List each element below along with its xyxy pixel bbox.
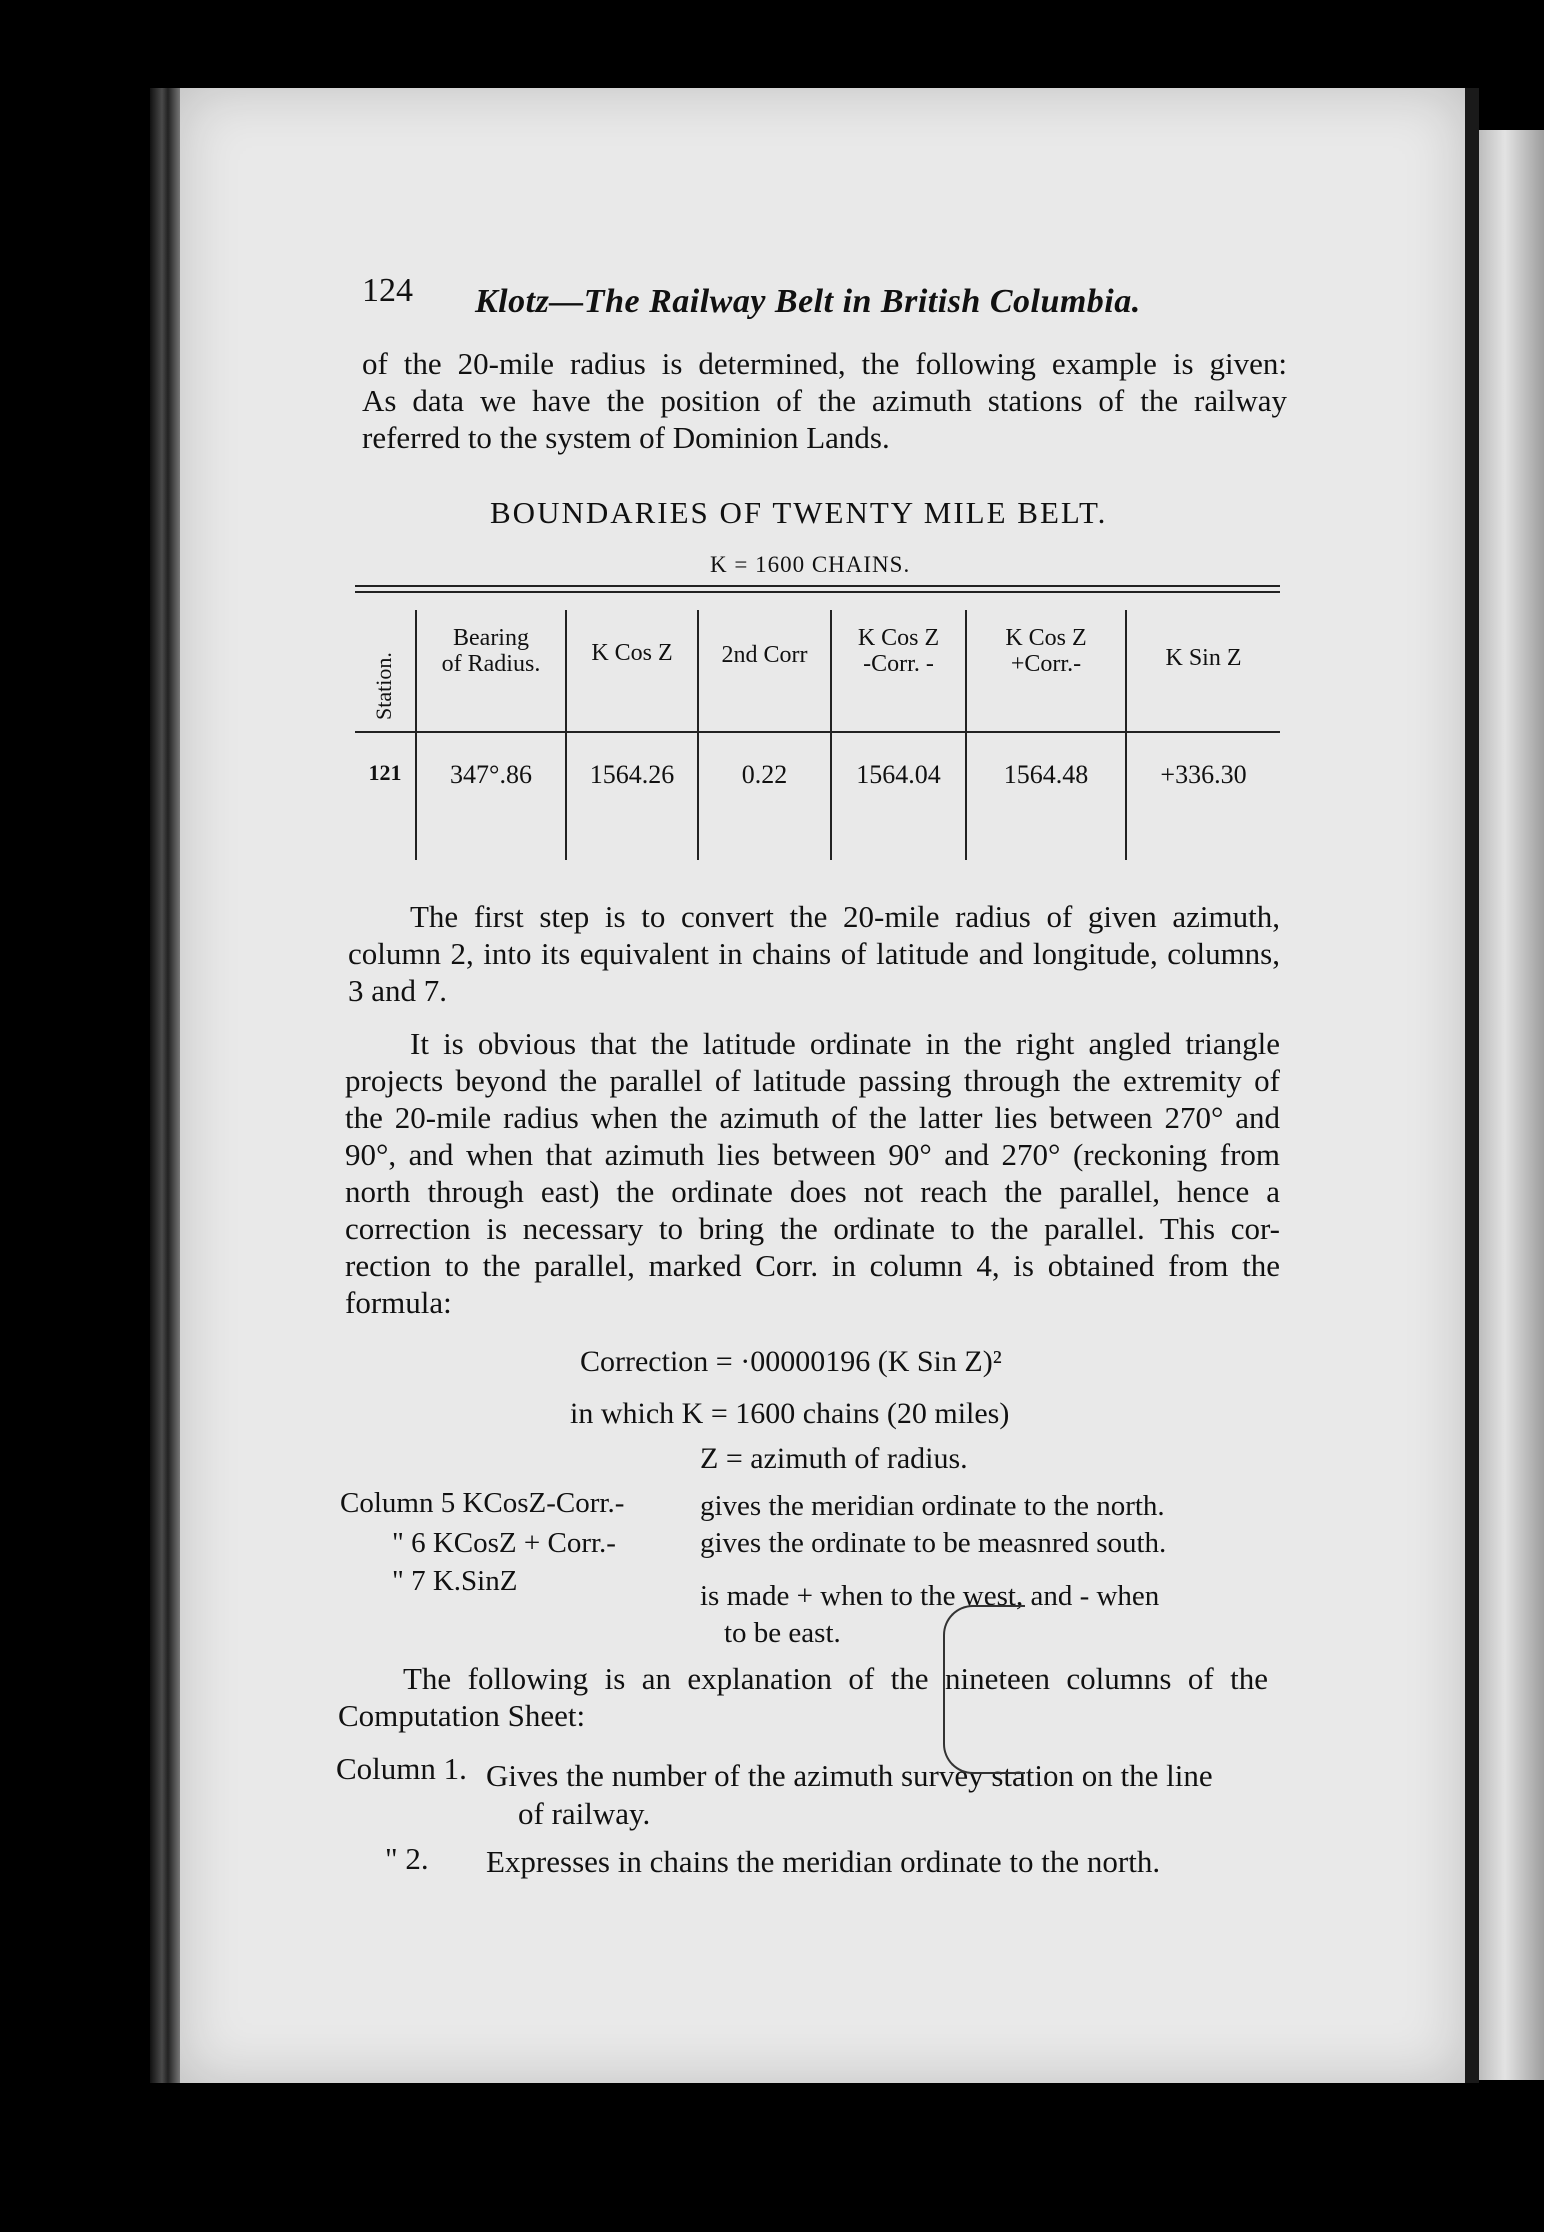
intro-line: of the 20-mile radius is determined, the following example is given: (362, 346, 1287, 381)
paragraph-first-step (348, 898, 1280, 1009)
column-label: " 6 KCosZ + Corr.- (392, 1527, 616, 1559)
para-line: the 20-mile radius when the azimuth of the latter lies between 270° and (345, 1100, 1280, 1135)
cell-station: 121 (368, 760, 402, 785)
pencil-bracket-mark (943, 1605, 1025, 1774)
cell-kcosz-minus-corr: 1564.04 (856, 760, 941, 789)
para-line: The following is an explanation of the nineteen columns of the (403, 1661, 1268, 1696)
table-rule-top (355, 585, 1280, 587)
header-station-label: Station. (371, 652, 396, 720)
cell-bearing: 347°.86 (450, 760, 532, 789)
header-kcosz: K Cos Z (591, 640, 673, 666)
column-list-text: Gives the number of the azimuth survey station on the line (486, 1758, 1213, 1793)
cell-2nd-corr: 0.22 (741, 760, 788, 789)
header-text: -Corr. - (863, 651, 934, 677)
next-page-edge (1479, 130, 1544, 2080)
para-line: rection to the parallel, marked Corr. in column 4, is obtained from the (345, 1248, 1280, 1283)
para-line: The first step is to convert the 20-mile radius of given azimuth, (410, 899, 1280, 934)
table-rule-top2 (355, 591, 1280, 593)
column-list-label: " 2. (385, 1841, 429, 1876)
table-title: BOUNDARIES OF TWENTY MILE BELT. (490, 495, 1108, 530)
intro-line: referred to the system of Dominion Lands. (362, 420, 890, 455)
para-line: column 2, into its equivalent in chains of latitude and longitude, columns, (348, 936, 1280, 971)
column-label: Column 5 KCosZ-Corr.- (340, 1487, 625, 1519)
para-line: 3 and 7. (348, 973, 448, 1008)
header-bearing (417, 625, 565, 677)
header-2nd-corr: 2nd Corr (721, 642, 808, 668)
header-kcosz-minus-corr (832, 625, 965, 677)
formula-line-2: in which K = 1600 chains (20 miles) (570, 1397, 1010, 1430)
para-line: It is obvious that the latitude ordinate in the right angled triangle (410, 1026, 1280, 1061)
cell-kcosz: 1564.26 (589, 760, 675, 789)
para-line: Computation Sheet: (338, 1698, 586, 1733)
header-ksinz: K Sin Z (1165, 645, 1242, 671)
header-text: K Cos Z (857, 625, 940, 651)
column-desc: gives the ordinate to be measnred south. (700, 1527, 1167, 1559)
para-line: formula: (345, 1285, 452, 1320)
header-text: of Radius. (441, 651, 541, 677)
page-number: 124 (362, 272, 413, 309)
running-title: Klotz—The Railway Belt in British Columbia. (475, 283, 1141, 320)
header-station (363, 625, 403, 720)
table-rule-header (355, 731, 1280, 733)
table-k-note: K = 1600 CHAINS. (710, 552, 911, 577)
para-line: north through east) the ordinate does not reach the parallel, hence a (345, 1174, 1280, 1209)
page-right-edge (1465, 88, 1479, 2083)
intro-line: As data we have the position of the azimuth stations of the railway (362, 383, 1287, 418)
column-desc: is made + when to the west, and - when (700, 1580, 1160, 1612)
column-label: " 7 K.SinZ (392, 1565, 518, 1597)
column-list-text: of railway. (518, 1796, 651, 1831)
formula-line-1: Correction = ·00000196 (K Sin Z)² (580, 1345, 1002, 1378)
column-list-text: Expresses in chains the meridian ordinate to the north. (486, 1844, 1161, 1879)
cell-kcosz-plus-corr: 1564.48 (1003, 760, 1089, 789)
column-desc-cont: to be east. (724, 1617, 841, 1649)
header-text: Bearing (453, 625, 529, 651)
header-kcosz-plus-corr (967, 625, 1125, 677)
book-spine-edge (150, 88, 180, 2083)
para-line: projects beyond the parallel of latitude passing through the extremity of (345, 1063, 1280, 1098)
para-line: 90°, and when that azimuth lies between 90° and 270° (reckoning from (345, 1137, 1280, 1172)
header-text: +Corr.- (1010, 651, 1082, 677)
column-list-label: Column 1. (336, 1751, 467, 1786)
column-desc: gives the meridian ordinate to the north. (700, 1490, 1165, 1522)
paragraph-obvious (345, 1025, 1280, 1321)
cell-ksinz: +336.30 (1160, 760, 1247, 789)
paragraph-following (338, 1660, 1268, 1734)
para-line: correction is necessary to bring the ordinate to the parallel. This cor- (345, 1211, 1280, 1246)
header-text: K Cos Z (1005, 625, 1087, 651)
intro-paragraph (362, 345, 1287, 456)
formula-line-3: Z = azimuth of radius. (700, 1442, 968, 1475)
data-table (355, 585, 1280, 875)
